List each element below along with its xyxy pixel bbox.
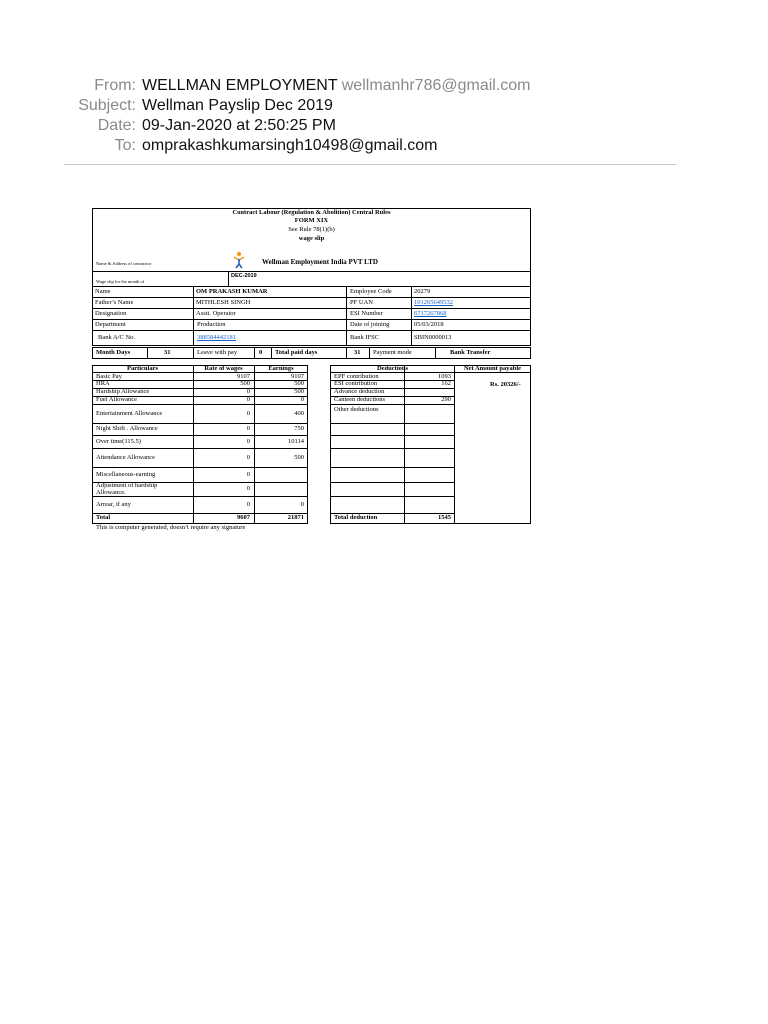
wage-slip bbox=[92, 208, 531, 523]
earn-row-rate: 0 bbox=[246, 396, 250, 403]
earn-row-earning: 500 bbox=[294, 380, 304, 387]
col-net: Net Amount payable bbox=[463, 365, 522, 372]
earn-row-label: Adjustment of hardship Allowance. bbox=[96, 482, 158, 496]
earn-row-earning: 0 bbox=[300, 396, 304, 403]
email-from-row bbox=[0, 76, 768, 96]
father-value: MITHLESH SINGH bbox=[196, 299, 251, 306]
slip-title-form: FORM XIX bbox=[294, 217, 329, 224]
earn-row-label: Night Shift . Allowance bbox=[96, 425, 158, 432]
lwp-value: 0 bbox=[259, 349, 263, 356]
earn-row-earning: 10114 bbox=[287, 437, 304, 445]
earn-row-line bbox=[92, 404, 308, 405]
subject-label: Subject: bbox=[78, 97, 136, 114]
earn-row-earning: 750 bbox=[294, 425, 304, 432]
date-label: Date: bbox=[97, 117, 136, 134]
earn-row-rate: 9107 bbox=[237, 372, 250, 380]
earn-row-rate: 0 bbox=[246, 453, 250, 461]
earn-row-label: Over time(115.5) bbox=[96, 437, 141, 445]
col-deductions: Deductions bbox=[376, 365, 409, 372]
earn-row-label: Basic Pay bbox=[96, 372, 122, 380]
col-particulars: Particulars bbox=[126, 365, 159, 372]
total-rate: 9607 bbox=[237, 514, 250, 521]
total-label: Total bbox=[96, 514, 111, 521]
bank-label: Bank A/C No. bbox=[98, 334, 136, 341]
earn-row-label: Entertainment Allowance bbox=[96, 409, 163, 417]
month-days-value: 31 bbox=[164, 349, 171, 356]
month-label: Wage slip for the month of bbox=[96, 279, 145, 284]
earn-row-earning: 500 bbox=[294, 388, 304, 395]
doj-label: Date of joining bbox=[350, 321, 390, 328]
esi-label: ESI Number bbox=[350, 310, 383, 317]
desig-value: Asstt. Operator bbox=[196, 310, 236, 317]
ded-row-line bbox=[330, 404, 455, 405]
emp-code-value: 20279 bbox=[414, 288, 431, 295]
ifsc-label: Bank IFSC bbox=[350, 334, 380, 341]
month-row-line bbox=[92, 286, 531, 287]
earn-row-line bbox=[92, 448, 308, 449]
info-col-2 bbox=[346, 286, 347, 346]
earn-row-earning: 0 bbox=[300, 500, 304, 508]
father-label: Father’s Name bbox=[95, 299, 134, 306]
earn-row-rate: 0 bbox=[246, 388, 250, 395]
date-value: 09-Jan-2020 at 2:50:25 PM bbox=[142, 117, 336, 134]
earn-row-earning: 400 bbox=[294, 409, 304, 417]
ded-row-label: EPF contribution bbox=[334, 372, 379, 380]
from-label: From: bbox=[94, 77, 136, 94]
days-col-1 bbox=[147, 347, 148, 359]
info-col-1 bbox=[193, 286, 194, 346]
days-col-7 bbox=[435, 347, 436, 359]
earn-row-label: Fuel Allowance bbox=[96, 396, 137, 403]
contractor-label: Name & Address of contractor bbox=[96, 261, 152, 266]
company-name: Wellman Employment India PVT LTD bbox=[262, 258, 378, 266]
month-row-divider bbox=[228, 271, 229, 286]
col-earnings: Earnings bbox=[268, 365, 294, 372]
to-value[interactable]: omprakashkumarsingh10498@gmail.com bbox=[142, 137, 438, 154]
slip-title-rule: See Rule 78(1)(b) bbox=[288, 226, 335, 233]
earn-row-label: Attendance Allowance bbox=[96, 453, 156, 461]
net-amount: Rs. 20326/- bbox=[490, 381, 521, 388]
pf-value-link[interactable]: 101265649532 bbox=[414, 299, 453, 306]
days-col-2 bbox=[193, 347, 194, 359]
total-earn: 21871 bbox=[287, 514, 304, 521]
earn-row-label: Miscellaneous-earning bbox=[96, 470, 156, 478]
earn-row-line bbox=[92, 423, 308, 424]
header-divider bbox=[64, 164, 676, 165]
days-col-3 bbox=[254, 347, 255, 359]
earn-row-line bbox=[92, 435, 308, 436]
earn-row-label: HRA bbox=[96, 380, 110, 387]
ded-row-label: Advance deduction bbox=[334, 388, 385, 395]
dept-value: Production bbox=[197, 321, 226, 328]
from-value bbox=[142, 76, 531, 96]
earn-row-rate: 0 bbox=[246, 485, 250, 492]
paid-days-label: Total paid days bbox=[275, 349, 318, 356]
name-label: Name bbox=[95, 288, 111, 295]
ded-row-line bbox=[330, 423, 455, 424]
company-logo-icon bbox=[232, 251, 246, 269]
month-days-label: Month Days bbox=[96, 349, 131, 356]
earn-row-label: Hardship Allowance bbox=[96, 388, 150, 395]
to-label: To: bbox=[114, 137, 136, 154]
email-to-row bbox=[0, 136, 768, 156]
dept-label: Department bbox=[95, 321, 126, 328]
earn-row-rate: 0 bbox=[246, 500, 250, 508]
email-subject-row bbox=[0, 96, 768, 116]
ded-row-amount: 290 bbox=[441, 396, 451, 403]
days-col-5 bbox=[346, 347, 347, 359]
info-col-3 bbox=[411, 286, 412, 346]
pay-mode-value: Bank Transfer bbox=[450, 349, 491, 356]
email-date-row bbox=[0, 116, 768, 136]
ded-row-line bbox=[330, 435, 455, 436]
name-value: OM PRAKASH KUMAR bbox=[196, 288, 268, 295]
pay-mode-label: Payment mode bbox=[373, 349, 412, 356]
earn-row-rate: 0 bbox=[246, 409, 250, 417]
desig-label: Designation bbox=[95, 310, 127, 317]
info-line-1 bbox=[92, 297, 531, 298]
earn-row-earning: 9107 bbox=[291, 372, 304, 380]
earn-row-earning: 500 bbox=[294, 453, 304, 461]
ded-row-line bbox=[330, 482, 455, 483]
ded-row-amount: 1093 bbox=[438, 372, 451, 380]
ded-row-line bbox=[330, 496, 455, 497]
earn-row-label: Arrear, if any bbox=[96, 500, 131, 508]
days-col-4 bbox=[271, 347, 272, 359]
total-ded-label: Total deduction bbox=[334, 514, 378, 521]
slip-title-wage: wage slip bbox=[298, 235, 325, 242]
ded-row-label: Other deductions bbox=[334, 406, 379, 413]
col-rate: Rate of wages bbox=[204, 365, 243, 372]
paid-days-value: 31 bbox=[354, 349, 361, 356]
info-line-3 bbox=[92, 319, 531, 320]
esi-value-link[interactable]: 6717267868 bbox=[414, 310, 447, 317]
pf-label: PF UAN bbox=[350, 299, 373, 306]
earn-row-rate: 0 bbox=[246, 425, 250, 432]
ded-row-label: ESI contribution bbox=[334, 380, 378, 387]
bank-value-link[interactable]: 388584442181 bbox=[197, 334, 236, 341]
ded-row-line bbox=[330, 467, 455, 468]
slip-title-rules: Contract Labour (Regulation & Abolition) Central Rules bbox=[232, 209, 391, 216]
ded-row-label: Canteen deductions bbox=[334, 396, 386, 403]
subject-value: Wellman Payslip Dec 2019 bbox=[142, 97, 333, 114]
days-col-6 bbox=[369, 347, 370, 359]
earn-row-rate: 0 bbox=[246, 437, 250, 445]
ded-row-amount: 162 bbox=[441, 380, 451, 387]
doj-value: 05/03/2018 bbox=[414, 321, 444, 328]
earn-row-line bbox=[92, 467, 308, 468]
ded-row-line bbox=[330, 448, 455, 449]
total-ded-value: 1545 bbox=[438, 514, 451, 521]
net-header-line bbox=[454, 372, 531, 373]
month-value: DEC-2019 bbox=[231, 273, 257, 279]
lwp-label: Leave with pay bbox=[197, 349, 238, 356]
sender-email[interactable]: wellmanhr786@gmail.com bbox=[341, 77, 531, 94]
sender-name: WELLMAN EMPLOYMENT bbox=[142, 77, 338, 94]
earn-row-line bbox=[92, 496, 308, 497]
earn-row-rate: 500 bbox=[240, 380, 250, 387]
info-line-4 bbox=[92, 330, 531, 331]
info-line-2 bbox=[92, 308, 531, 309]
emp-code-label: Employee Code bbox=[350, 288, 392, 295]
earn-row-rate: 0 bbox=[246, 470, 250, 478]
ifsc-value: SBIN0000013 bbox=[414, 334, 452, 341]
footnote: This is computer generated, doesn’t require any signature bbox=[96, 524, 246, 531]
